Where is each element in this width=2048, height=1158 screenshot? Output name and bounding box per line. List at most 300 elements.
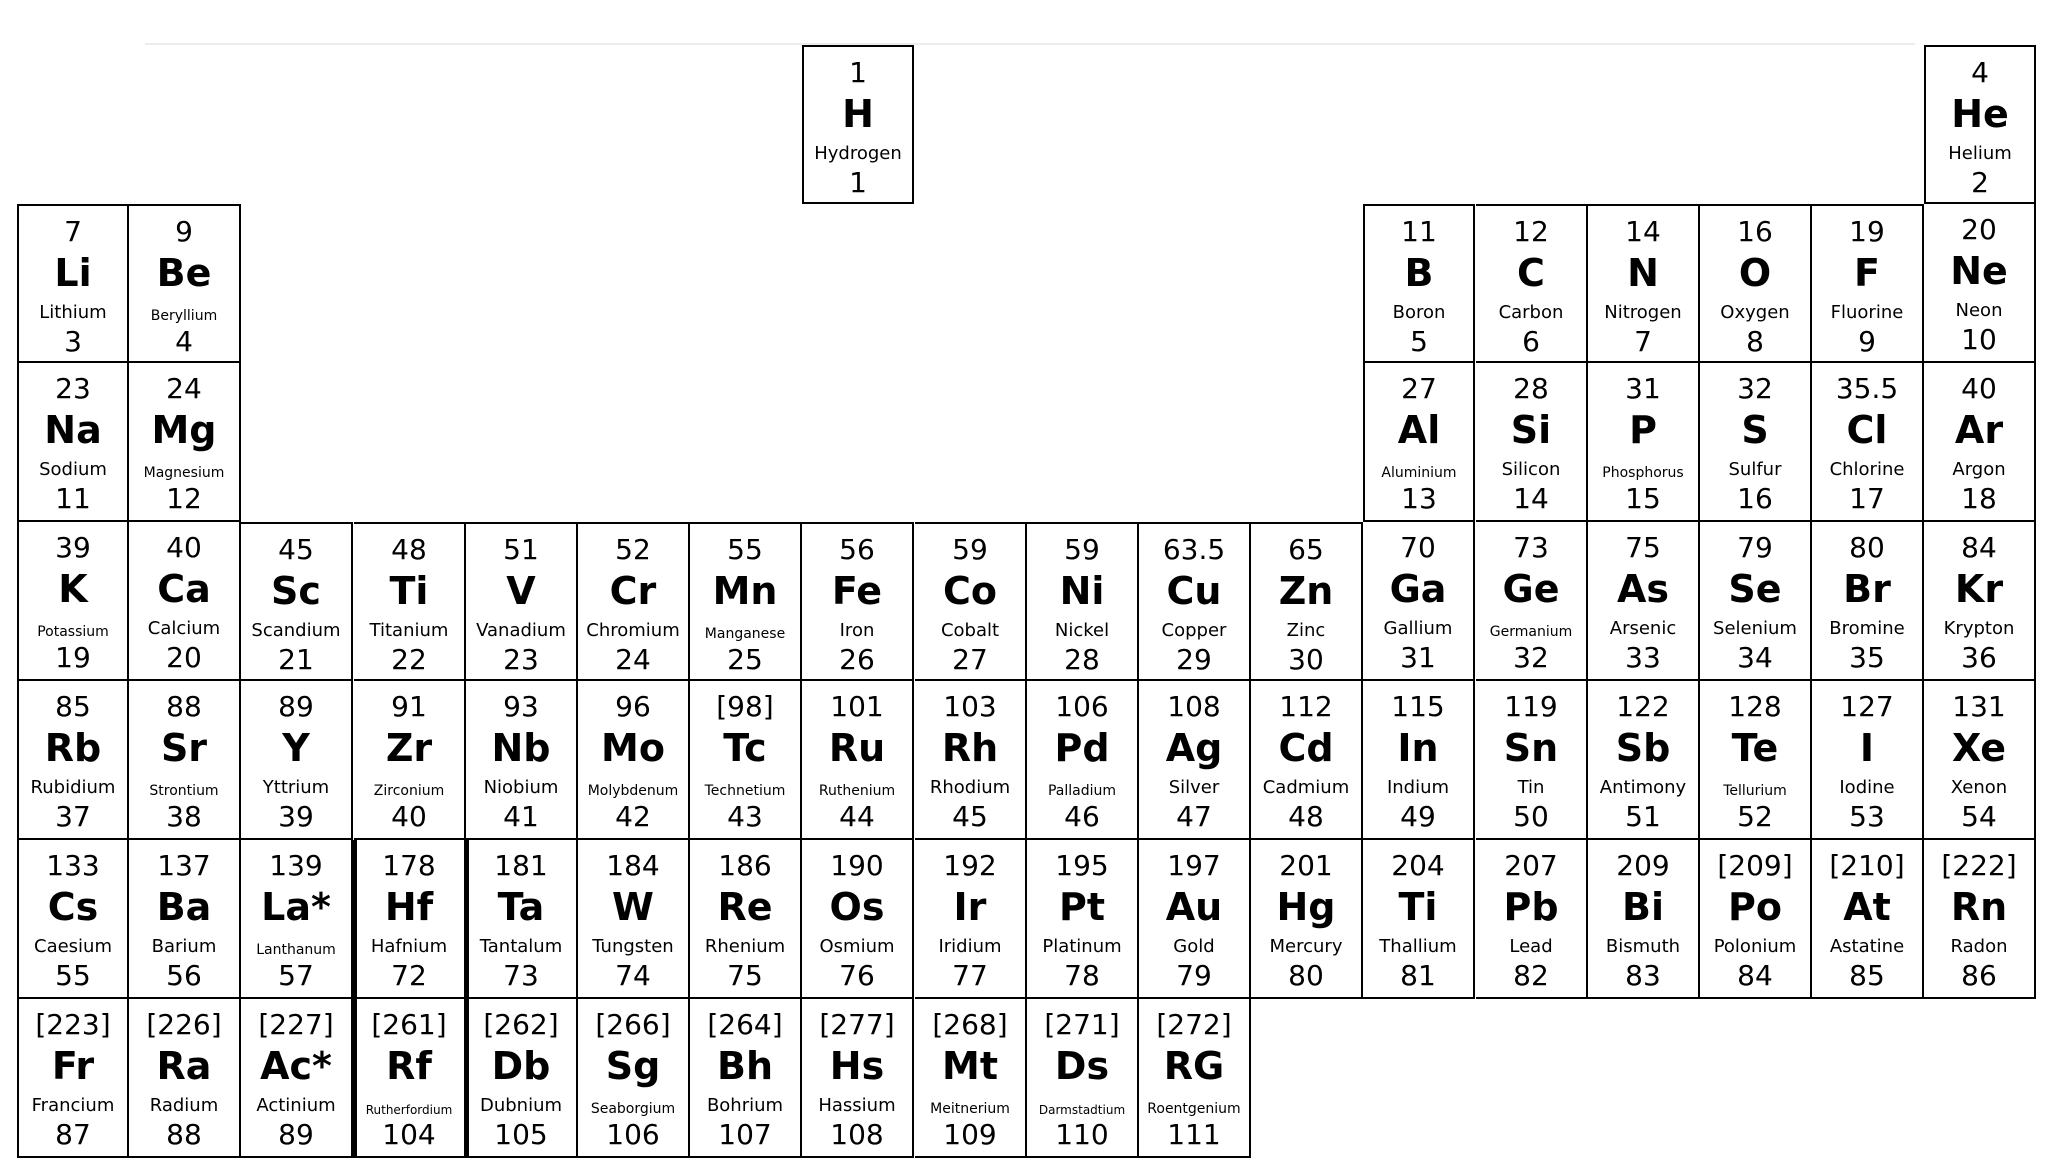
atomic-mass: 65 [1288,533,1324,566]
atomic-mass: [226] [146,1008,222,1041]
atomic-number: 2 [1971,166,1989,199]
atomic-number: 33 [1625,641,1661,674]
atomic-mass: 70 [1400,531,1436,564]
element-cell-1 [802,45,914,204]
atomic-mass: 139 [269,849,323,882]
atomic-number: 54 [1961,800,1997,833]
element-symbol: Xe [1951,726,2007,770]
element-name: Bromine [1829,618,1905,639]
element-name: Silicon [1501,459,1561,480]
element-symbol: Pb [1503,885,1559,929]
atomic-mass: [271] [1044,1008,1120,1041]
atomic-mass: 195 [1055,849,1109,882]
element-symbol: Te [1731,726,1779,770]
atomic-mass: 108 [1167,690,1221,723]
element-cell-49 [1363,681,1475,840]
element-symbol: Ne [1950,249,2008,293]
atomic-number: 13 [1401,482,1437,515]
block-separator-line [464,840,469,1158]
atomic-number: 57 [278,959,314,992]
element-symbol: Ir [953,885,987,929]
element-cell-46 [1027,681,1139,840]
atomic-number: 11 [55,482,91,515]
element-name: Osmium [819,936,895,957]
element-cell-23 [466,522,578,681]
element-name: Radium [149,1095,219,1116]
atomic-mass: 115 [1391,690,1445,723]
element-symbol: Zn [1278,569,1334,613]
element-cell-35 [1812,522,1924,681]
atomic-number: 51 [1625,800,1661,833]
element-symbol: Al [1397,408,1441,452]
element-name: Rutherfordium [365,1103,453,1117]
atomic-number: 73 [503,959,539,992]
element-name: Chlorine [1829,459,1905,480]
atomic-number: 38 [166,800,202,833]
atomic-number: 106 [606,1118,660,1151]
atomic-number: 22 [391,643,427,676]
element-name: Iridium [938,936,1002,957]
element-cell-45 [915,681,1027,840]
atomic-number: 31 [1400,641,1436,674]
element-cell-14 [1476,363,1588,522]
element-name: Astatine [1829,936,1905,957]
atomic-number: 24 [615,643,651,676]
atomic-mass: 16 [1737,215,1773,248]
element-name: Radon [1950,936,2008,957]
atomic-mass: 19 [1849,215,1885,248]
atomic-mass: 20 [1961,213,1997,246]
atomic-mass: 14 [1625,215,1661,248]
element-symbol: Hs [829,1044,885,1088]
element-cell-33 [1588,522,1700,681]
element-cell-15 [1588,363,1700,522]
atomic-number: 49 [1400,800,1436,833]
element-cell-37 [17,681,129,840]
element-symbol: B [1404,251,1434,295]
element-name: Scandium [251,620,341,641]
element-name: Potassium [37,624,109,640]
element-cell-107 [690,999,802,1158]
element-cell-104 [354,999,466,1158]
element-name: Hassium [818,1095,896,1116]
element-cell-105 [466,999,578,1158]
atomic-number: 40 [391,800,427,833]
element-name: Copper [1161,620,1227,641]
element-cell-38 [129,681,241,840]
atomic-mass: 96 [615,690,651,723]
element-symbol: Rb [44,726,102,770]
element-name: Neon [1955,300,2003,321]
element-symbol: Po [1728,885,1782,929]
atomic-mass: 101 [830,690,884,723]
element-cell-73 [466,840,578,999]
element-symbol: Sg [605,1044,661,1088]
element-cell-76 [802,840,914,999]
atomic-mass: 9 [175,215,193,248]
atomic-mass: [268] [932,1008,1008,1041]
element-cell-7 [1588,204,1700,363]
atomic-number: 78 [1064,959,1100,992]
element-symbol: Ac* [260,1044,332,1088]
atomic-mass: 103 [943,690,997,723]
element-symbol: In [1397,726,1439,770]
element-name: Carbon [1498,302,1564,323]
element-symbol: Hg [1276,885,1336,929]
atomic-mass: 35.5 [1835,372,1899,405]
atomic-number: 75 [727,959,763,992]
element-name: Lithium [39,302,107,323]
atomic-mass: 27 [1401,372,1437,405]
atomic-number: 27 [952,643,988,676]
element-cell-12 [129,363,241,522]
element-cell-3 [17,204,129,363]
element-name: Ruthenium [818,783,896,799]
element-cell-54 [1924,681,2036,840]
atomic-mass: [210] [1829,849,1905,882]
element-name: Nitrogen [1604,302,1682,323]
atomic-number: 53 [1849,800,1885,833]
atomic-mass: 56 [839,533,875,566]
atomic-mass: [262] [483,1008,559,1041]
element-name: Platinum [1042,936,1122,957]
atomic-number: 6 [1522,325,1540,358]
atomic-mass: 133 [46,849,100,882]
atomic-mass: 122 [1616,690,1670,723]
element-name: Helium [1948,143,2012,164]
element-cell-83 [1588,840,1700,999]
atomic-number: 15 [1625,482,1661,515]
atomic-number: 19 [55,641,91,674]
atomic-mass: 137 [157,849,211,882]
element-symbol: Fr [51,1044,95,1088]
atomic-mass: 55 [727,533,763,566]
element-cell-28 [1027,522,1139,681]
atomic-mass: 59 [952,533,988,566]
element-cell-57 [241,840,353,999]
atomic-mass: [266] [595,1008,671,1041]
element-name: Cadmium [1262,777,1350,798]
element-cell-56 [129,840,241,999]
element-symbol: Bi [1622,885,1664,929]
atomic-mass: 52 [615,533,651,566]
element-cell-84 [1700,840,1812,999]
element-name: Actinium [256,1095,336,1116]
atomic-mass: 88 [166,690,202,723]
element-cell-52 [1700,681,1812,840]
atomic-number: 36 [1961,641,1997,674]
element-cell-18 [1924,363,2036,522]
atomic-mass: 84 [1961,531,1997,564]
element-symbol: Zr [385,726,433,770]
element-name: Magnesium [143,465,225,481]
element-cell-21 [241,522,353,681]
atomic-number: 44 [839,800,875,833]
element-cell-51 [1588,681,1700,840]
element-symbol: Ds [1054,1044,1110,1088]
atomic-mass: 75 [1625,531,1661,564]
element-symbol: F [1854,251,1880,295]
atomic-number: 105 [494,1118,548,1151]
element-symbol: O [1738,251,1772,295]
element-symbol: Nb [491,726,551,770]
element-cell-34 [1700,522,1812,681]
atomic-mass: 197 [1167,849,1221,882]
element-symbol: As [1616,567,1670,611]
element-name: Oxygen [1720,302,1790,323]
atomic-number: 74 [615,959,651,992]
element-symbol: K [58,567,88,611]
element-cell-41 [466,681,578,840]
element-symbol: Cr [609,569,657,613]
element-symbol: Rn [1950,885,2008,929]
atomic-mass: 23 [55,372,91,405]
element-name: Calcium [147,618,221,639]
atomic-number: 17 [1849,482,1885,515]
atomic-number: 25 [727,643,763,676]
element-name: Niobium [483,777,559,798]
element-symbol: Ti [389,569,429,613]
atomic-mass: 12 [1513,215,1549,248]
atomic-number: 37 [55,800,91,833]
element-name: Zirconium [373,783,445,799]
element-symbol: Tc [723,726,767,770]
element-symbol: Na [44,408,102,452]
atomic-number: 52 [1737,800,1773,833]
atomic-mass: 80 [1849,531,1885,564]
atomic-mass: 131 [1952,690,2006,723]
element-name: Sodium [39,459,107,480]
element-symbol: Sn [1503,726,1559,770]
element-cell-110 [1027,999,1139,1158]
element-symbol: Ar [1954,408,2004,452]
element-cell-50 [1476,681,1588,840]
element-symbol: Ba [156,885,212,929]
element-name: Iodine [1839,777,1895,798]
atomic-mass: 204 [1391,849,1445,882]
atomic-number: 79 [1176,959,1212,992]
atomic-number: 7 [1634,325,1652,358]
element-cell-79 [1139,840,1251,999]
element-symbol: Ru [828,726,886,770]
atomic-number: 76 [839,959,875,992]
element-cell-20 [129,522,241,681]
atomic-mass: 112 [1279,690,1333,723]
atomic-number: 56 [166,959,202,992]
element-name: Indium [1386,777,1450,798]
element-symbol: Se [1728,567,1782,611]
atomic-number: 55 [55,959,91,992]
atomic-number: 81 [1400,959,1436,992]
element-symbol: He [1951,92,2009,136]
atomic-mass: 45 [278,533,314,566]
atomic-number: 43 [727,800,763,833]
atomic-mass: 40 [1961,372,1997,405]
element-symbol: I [1859,726,1875,770]
element-cell-22 [354,522,466,681]
element-symbol: Ra [156,1044,212,1088]
atomic-mass: 128 [1728,690,1782,723]
element-name: Tantalum [479,936,563,957]
element-name: Meitnerium [930,1101,1010,1117]
element-name: Xenon [1950,777,2008,798]
atomic-number: 46 [1064,800,1100,833]
atomic-mass: 201 [1279,849,1333,882]
atomic-mass: [261] [371,1008,447,1041]
element-symbol: Cl [1846,408,1888,452]
element-name: Phosphorus [1602,465,1684,481]
atomic-number: 3 [64,325,82,358]
element-name: Krypton [1943,618,2015,639]
atomic-mass: 91 [391,690,427,723]
element-symbol: Pt [1058,885,1105,929]
element-cell-5 [1363,204,1475,363]
atomic-number: 20 [166,641,202,674]
element-symbol: S [1741,408,1769,452]
element-name: Antimony [1599,777,1687,798]
atomic-number: 8 [1746,325,1764,358]
element-cell-32 [1476,522,1588,681]
atomic-mass: 28 [1513,372,1549,405]
top-rule [145,43,1915,45]
atomic-number: 12 [166,482,202,515]
atomic-mass: 85 [55,690,91,723]
atomic-number: 30 [1288,643,1324,676]
element-cell-30 [1251,522,1363,681]
element-symbol: Ta [497,885,545,929]
element-name: Cobalt [940,620,1000,641]
element-cell-72 [354,840,466,999]
element-name: Vanadium [476,620,566,641]
element-cell-9 [1812,204,1924,363]
atomic-mass: 209 [1616,849,1670,882]
atomic-number: 39 [278,800,314,833]
element-cell-4 [129,204,241,363]
atomic-mass: [227] [258,1008,334,1041]
element-symbol: Db [491,1044,551,1088]
atomic-mass: 31 [1625,372,1661,405]
atomic-mass: 7 [64,215,82,248]
element-cell-11 [17,363,129,522]
element-symbol: V [506,569,536,613]
element-name: Thallium [1379,936,1457,957]
atomic-number: 4 [175,325,193,358]
atomic-mass: [223] [35,1008,111,1041]
atomic-number: 18 [1961,482,1997,515]
element-name: Argon [1952,459,2006,480]
atomic-number: 48 [1288,800,1324,833]
atomic-number: 110 [1055,1118,1109,1151]
element-name: Iron [839,620,875,641]
atomic-mass: 184 [606,849,660,882]
atomic-number: 109 [943,1118,997,1151]
atomic-mass: [209] [1717,849,1793,882]
atomic-mass: 51 [503,533,539,566]
element-cell-39 [241,681,353,840]
element-name: Fluorine [1830,302,1904,323]
element-name: Roentgenium [1147,1101,1241,1117]
atomic-number: 86 [1961,959,1997,992]
atomic-mass: 73 [1513,531,1549,564]
atomic-number: 50 [1513,800,1549,833]
element-symbol: At [1843,885,1891,929]
atomic-mass: 40 [166,531,202,564]
element-name: Rhodium [929,777,1011,798]
atomic-mass: 79 [1737,531,1773,564]
element-name: Francium [31,1095,115,1116]
element-name: Molybdenum [587,783,679,799]
element-symbol: Mn [712,569,778,613]
atomic-mass: [277] [819,1008,895,1041]
element-cell-2 [1924,45,2036,204]
atomic-number: 14 [1513,482,1549,515]
atomic-number: 23 [503,643,539,676]
element-symbol: Fe [831,569,883,613]
element-symbol: Au [1165,885,1223,929]
element-name: Yttrium [262,777,330,798]
atomic-mass: 4 [1971,56,1989,89]
element-name: Gallium [1383,618,1453,639]
atomic-mass: [222] [1941,849,2017,882]
element-name: Palladium [1047,783,1117,799]
atomic-mass: 192 [943,849,997,882]
atomic-mass: 59 [1064,533,1100,566]
element-name: Nickel [1054,620,1110,641]
element-cell-87 [17,999,129,1158]
element-name: Aluminium [1381,465,1457,481]
element-symbol: Be [156,251,212,295]
element-name: Tellurium [1723,783,1787,799]
atomic-number: 47 [1176,800,1212,833]
element-cell-109 [915,999,1027,1158]
element-cell-10 [1924,204,2036,363]
element-name: Caesium [34,936,112,957]
element-symbol: Si [1510,408,1552,452]
element-symbol: Cd [1278,726,1334,770]
atomic-number: 108 [830,1118,884,1151]
element-symbol: Br [1843,567,1891,611]
element-symbol: Hf [384,885,434,929]
element-name: Technetium [704,783,786,799]
atomic-mass: 178 [382,849,436,882]
element-cell-75 [690,840,802,999]
element-symbol: Mg [151,408,217,452]
atomic-number: 84 [1737,959,1773,992]
element-symbol: C [1517,251,1545,295]
atomic-number: 88 [166,1118,202,1151]
element-symbol: Mo [601,726,665,770]
element-symbol: Bh [716,1044,774,1088]
element-name: Titanium [369,620,449,641]
element-name: Tungsten [592,936,674,957]
element-symbol: Re [717,885,773,929]
element-symbol: Cs [47,885,99,929]
element-symbol: Ga [1389,567,1447,611]
atomic-mass: 24 [166,372,202,405]
element-symbol: Rf [386,1044,432,1088]
element-cell-24 [578,522,690,681]
element-cell-82 [1476,840,1588,999]
element-cell-17 [1812,363,1924,522]
atomic-mass: 89 [278,690,314,723]
atomic-number: 111 [1167,1118,1221,1151]
atomic-number: 82 [1513,959,1549,992]
block-separator-line [352,840,357,1158]
element-cell-81 [1363,840,1475,999]
element-cell-8 [1700,204,1812,363]
atomic-number: 83 [1625,959,1661,992]
element-name: Chromium [586,620,680,641]
